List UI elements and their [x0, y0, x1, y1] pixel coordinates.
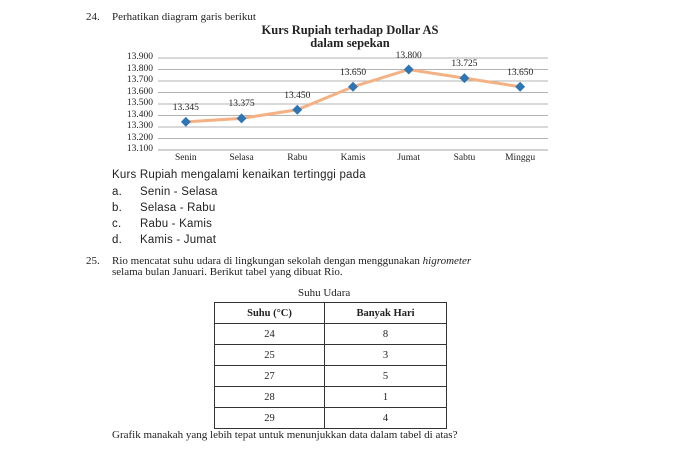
data-point-marker [292, 105, 302, 115]
cell-suhu: 24 [215, 324, 325, 345]
header-banyak-hari: Banyak Hari [325, 303, 447, 324]
q24-stem: Kurs Rupiah mengalami kenaikan tertinggi pada [112, 169, 366, 181]
y-tick-label: 13.600 [126, 86, 153, 97]
data-point-marker [181, 117, 191, 127]
line-chart [0, 0, 700, 175]
temperature-table [214, 302, 447, 429]
x-tick-label: Senin [175, 153, 197, 163]
option-d-letter: d. [112, 234, 122, 246]
cell-suhu: 29 [215, 408, 325, 429]
data-label: 13.375 [228, 99, 255, 110]
header-suhu: Suhu (°C) [215, 303, 325, 324]
cell-banyak-hari: 1 [325, 387, 447, 408]
data-point-marker [237, 113, 247, 123]
cell-banyak-hari: 3 [325, 345, 447, 366]
y-tick-label: 13.100 [126, 144, 153, 154]
q25-question: Grafik manakah yang lebih tepat untuk menunjukkan data dalam tabel di atas? [112, 429, 458, 441]
y-tick-label: 13.800 [126, 63, 153, 74]
table-title: Suhu Udara [298, 287, 351, 299]
y-tick-label: 13.500 [126, 98, 153, 108]
data-label: 13.650 [339, 67, 367, 78]
y-tick-label: 13.300 [126, 121, 153, 131]
table-row [215, 345, 447, 366]
cell-suhu: 25 [215, 345, 325, 366]
q25-line2: selama bulan Januari. Berikut tabel yang dibuat Rio. [112, 266, 343, 278]
option-c[interactable] [112, 218, 213, 230]
data-point-marker [348, 82, 358, 92]
q24-number: 24. [86, 11, 100, 23]
data-point-marker [404, 65, 414, 75]
x-tick-label: Selasa [229, 153, 254, 163]
q25-line1-text: Rio mencatat suhu udara di lingkungan sekolah dengan menggunakan [112, 255, 423, 267]
table-header-row [215, 303, 447, 324]
data-point-marker [459, 73, 469, 83]
cell-banyak-hari: 4 [325, 408, 447, 429]
cell-banyak-hari: 8 [325, 324, 447, 345]
y-tick-label: 13.700 [126, 75, 153, 85]
q24-prompt: Perhatikan diagram garis berikut [112, 11, 256, 23]
option-b-text: Selasa - Rabu [140, 202, 216, 214]
data-point-marker [515, 82, 525, 92]
data-label: 13.345 [172, 102, 199, 113]
option-d[interactable] [112, 234, 217, 246]
cell-banyak-hari: 5 [325, 366, 447, 387]
table-row [215, 366, 447, 387]
option-c-text: Rabu - Kamis [140, 218, 213, 230]
x-tick-label: Minggu [505, 153, 536, 163]
data-label: 13.650 [507, 67, 534, 78]
option-b-letter: b. [112, 202, 122, 214]
x-tick-label: Rabu [287, 153, 308, 163]
x-tick-label: Jumat [397, 153, 421, 163]
table-row [215, 324, 447, 345]
x-tick-label: Kamis [340, 153, 366, 163]
chart-title: Kurs Rupiah terhadap Dollar AS [261, 23, 439, 37]
cell-suhu: 27 [215, 366, 325, 387]
data-label: 13.725 [451, 59, 478, 70]
option-a-text: Senin - Selasa [140, 186, 218, 198]
data-label: 13.800 [395, 50, 422, 61]
table-row [215, 408, 447, 429]
table-row [215, 387, 447, 408]
q25-line1-emphasis: higrometer [422, 255, 472, 267]
q25-number: 25. [86, 255, 100, 267]
data-label: 13.450 [284, 90, 311, 101]
chart-subtitle: dalam sepekan [310, 36, 390, 50]
cell-suhu: 28 [215, 387, 325, 408]
option-b[interactable] [112, 202, 216, 214]
x-tick-label: Sabtu [453, 153, 476, 163]
y-tick-label: 13.400 [126, 109, 153, 120]
y-tick-label: 13.200 [126, 132, 153, 143]
option-a[interactable] [112, 186, 218, 198]
option-a-letter: a. [112, 186, 122, 198]
y-tick-label: 13.900 [126, 52, 153, 62]
option-c-letter: c. [112, 218, 122, 230]
option-d-text: Kamis - Jumat [140, 234, 217, 246]
